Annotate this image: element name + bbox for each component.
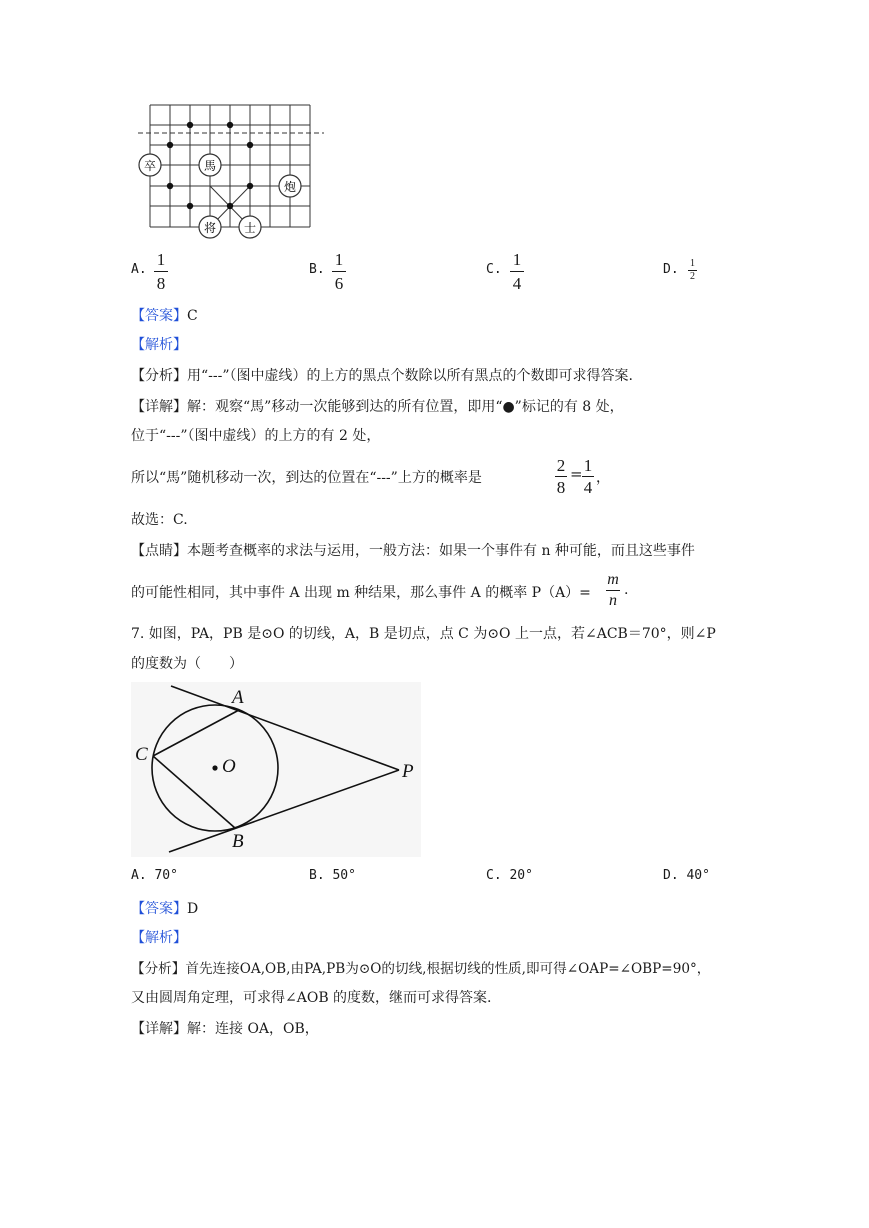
- q6-option-d-fraction: 1 2: [690, 258, 695, 282]
- q6-fraction-2-8: 2 8: [556, 456, 566, 497]
- q6-comma: ，: [596, 470, 610, 486]
- piece-ma: 馬: [203, 159, 217, 173]
- q7-stem-line-1: 7. 如图，PA，PB 是⊙O 的切线，A，B 是切点，点 C 为⊙O 上一点，若∠ACB＝70°，则∠P: [131, 626, 716, 642]
- black-dot: [167, 142, 173, 148]
- black-dot: [167, 183, 173, 189]
- q6-analysis-tag: 【解析】: [131, 337, 187, 353]
- xiangjie-tag: 【详解】: [131, 399, 187, 415]
- black-dot: [247, 183, 253, 189]
- tangent-pb: [169, 770, 399, 852]
- fenxi-text: 用“---”（图中虚线）的上方的黑点个数除以所有黑点的个数即可求得答案.: [187, 368, 633, 384]
- q6-option-c-fraction: 1 4: [510, 251, 524, 292]
- piece-jiang: 将: [203, 221, 217, 235]
- center-dot: [212, 765, 217, 770]
- chess-board-figure: [132, 100, 332, 242]
- q6-xiangjie-line-1: [131, 396, 624, 416]
- q6-answer-line: [131, 305, 198, 325]
- q7-xiangjie-line: [131, 1018, 319, 1038]
- q6-dianjing-line-1: [131, 540, 695, 560]
- q6-dianjing-line-2: 的可能性相同，其中事件 A 出现 m 种结果，那么事件 A 的概率 P（A）=: [131, 585, 591, 601]
- label-b: B: [232, 831, 244, 852]
- label-c: C: [135, 744, 148, 765]
- fenxi-tag: 【分析】: [131, 961, 186, 977]
- q7-fenxi-line-2: 又由圆周角定理，可求得∠AOB 的度数，继而可求得答案.: [131, 990, 492, 1006]
- black-dot: [187, 203, 193, 209]
- q6-fraction-m-n: m n: [607, 571, 619, 609]
- fenxi-text-1: 首先连接OA,OB,由PA,PB为⊙O的切线,根据切线的性质,即可得∠OAP=∠OBP=90°，: [185, 961, 711, 977]
- piece-pao: 炮: [283, 180, 297, 194]
- q6-xiangjie-line-2: 位于“---”（图中虚线）的上方的有 2 处，: [131, 428, 381, 444]
- answer-value: D: [187, 901, 199, 917]
- answer-value: C: [187, 308, 198, 324]
- black-dot: [187, 122, 193, 128]
- answer-tag: 【答案】: [131, 308, 187, 324]
- dianjing-tag: 【点睛】: [131, 543, 187, 559]
- q6-option-b-fraction: 1 6: [332, 251, 346, 292]
- label-o: O: [222, 756, 236, 777]
- chord-ca: [153, 710, 239, 756]
- q7-fenxi-line-1: [131, 957, 710, 977]
- q7-analysis-tag: 【解析】: [131, 930, 187, 946]
- q6-option-a-label: A.: [131, 262, 147, 277]
- q7-option-c: C. 20°: [486, 868, 533, 883]
- black-dot: [227, 122, 233, 128]
- q7-option-d: D. 40°: [663, 868, 710, 883]
- q6-fraction-1-4: 1 4: [583, 456, 593, 497]
- q7-stem-line-2: 的度数为（ ）: [131, 656, 243, 672]
- fenxi-tag: 【分析】: [131, 368, 187, 384]
- label-p: P: [402, 761, 414, 782]
- q6-period: .: [624, 582, 629, 598]
- q6-guxuan: 故选：C.: [131, 512, 188, 528]
- label-a: A: [232, 687, 244, 708]
- q6-option-b-label: B.: [309, 262, 325, 277]
- q6-fenxi-line: [131, 365, 633, 385]
- dianjing-text-1: 本题考查概率的求法与运用，一般方法：如果一个事件有 n 种可能，而且这些事件: [187, 543, 695, 559]
- xiangjie-text: 解：连接 OA，OB，: [187, 1021, 319, 1037]
- q6-equals: =: [570, 465, 583, 483]
- xiangjie-text-1: 解：观察“馬”移动一次能够到达的所有位置，即用“●”标记的有 8 处，: [187, 399, 624, 415]
- piece-zu: 卒: [143, 159, 157, 173]
- q7-option-a: A. 70°: [131, 868, 178, 883]
- q7-answer-line: [131, 898, 198, 918]
- q6-xiangjie-line-3: 所以“馬”随机移动一次，到达的位置在“---”上方的概率是: [131, 470, 482, 486]
- answer-tag: 【答案】: [131, 901, 187, 917]
- tangent-circle-figure: [131, 682, 421, 857]
- xiangjie-tag: 【详解】: [131, 1021, 187, 1037]
- black-dot: [247, 142, 253, 148]
- q6-option-c-label: C.: [486, 262, 502, 277]
- q6-option-d-label: D.: [663, 262, 679, 277]
- black-dot: [227, 203, 233, 209]
- q6-option-a-fraction: 1 8: [154, 251, 168, 292]
- q7-option-b: B. 50°: [309, 868, 356, 883]
- piece-shi: 士: [243, 221, 257, 235]
